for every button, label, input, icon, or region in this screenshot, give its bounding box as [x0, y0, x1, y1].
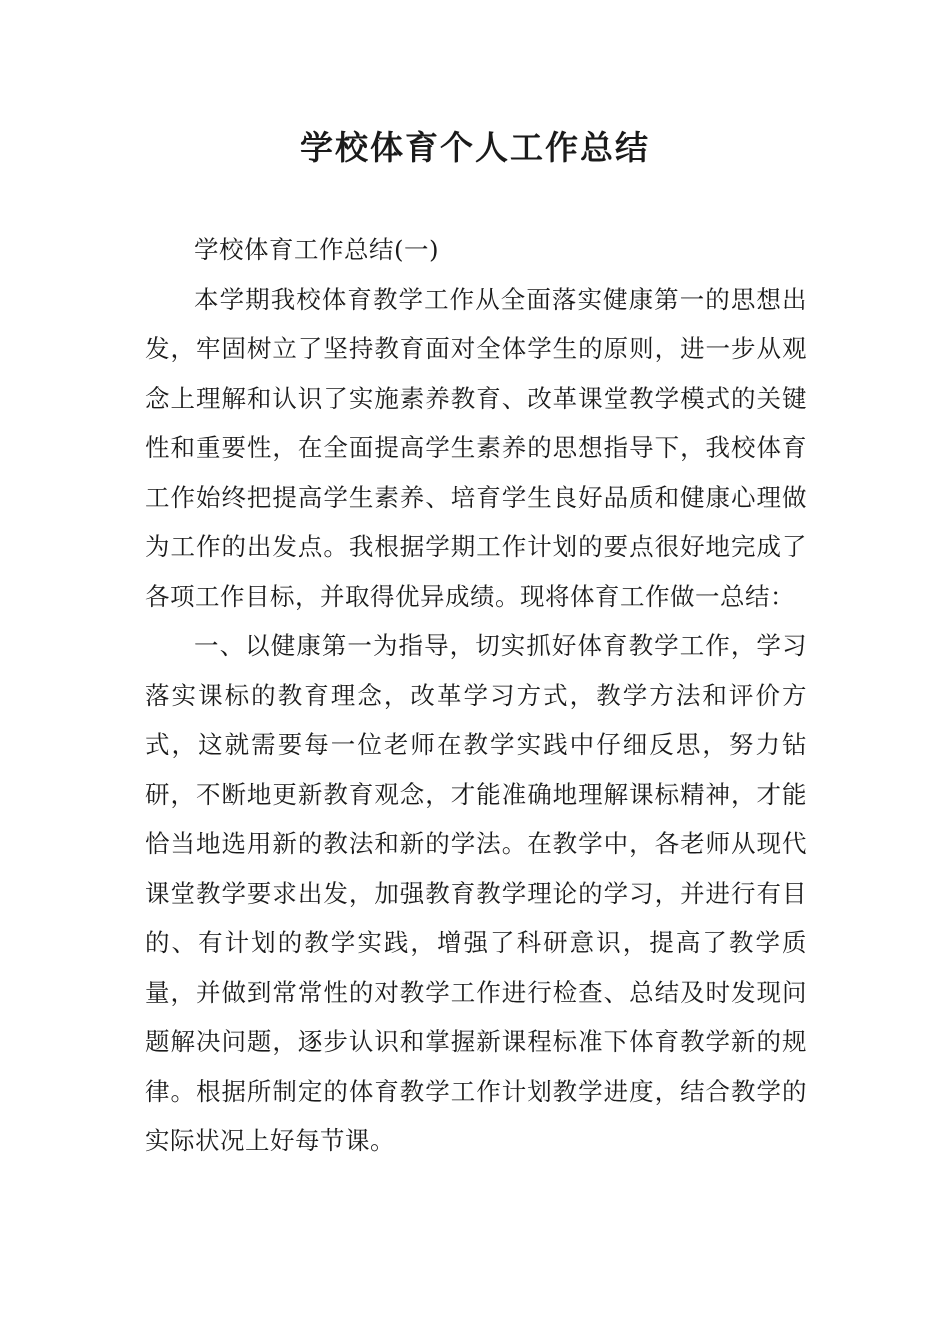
section-heading: 学校体育工作总结(一)	[194, 235, 440, 264]
paragraph-intro: 本学期我校体育教学工作从全面落实健康第一的思想出发，牢固树立了坚持教育面对全体学生的原则，进一步从观念上理解和认识了实施素养教育、改革课堂教学模式的关键性和重要性，在全面提高学生素养的思想指导下，我校体育工作始终把提高学生素养、培育学生良好品质和健康心理做为工作的出发点。我根据学期工作计划的要点很好地完成了各项工作目标，并取得优异成绩。现将体育工作做一总结：	[145, 284, 807, 611]
document-title: 学校体育个人工作总结	[300, 128, 650, 167]
paragraph-section-one: 一、以健康第一为指导，切实抓好体育教学工作，学习落实课标的教育理念，改革学习方式，教学方法和评价方式，这就需要每一位老师在教学实践中仔细反思，努力钻研，不断地更新教育观念，才能准确地理解课标精神，才能恰当地选用新的教法和新的学法。在教学中，各老师从现代课堂教学要求出发，加强教育教学理论的学习，并进行有目的、有计划的教学实践，增强了科研意识，提高了教学质量，并做到常常性的对教学工作进行检查、总结及时发现问题解决问题，逐步认识和掌握新课程标准下体育教学新的规律。根据所制定的体育教学工作计划教学进度，结合教学的实际状况上好每节课。	[145, 631, 807, 1155]
document-body	[145, 225, 807, 1166]
